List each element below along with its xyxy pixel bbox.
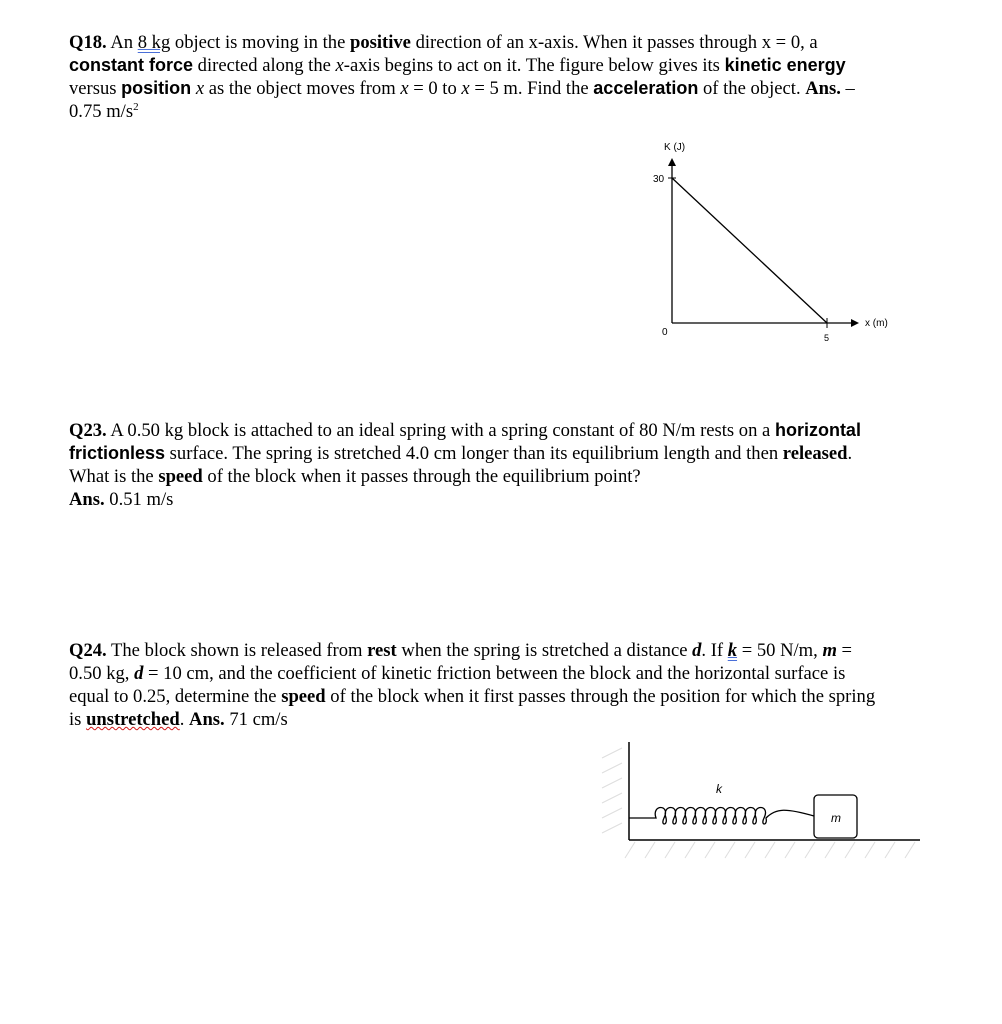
y-tick-label: 30 [653, 174, 665, 185]
q23-answer-label: Ans. [69, 489, 105, 510]
floor-hatching [625, 842, 915, 858]
q23-number: Q23. [69, 420, 107, 441]
y-axis-label: K (J) [664, 142, 686, 153]
origin-label: 0 [662, 327, 668, 338]
q24-answer-value: 71 cm/s [224, 709, 288, 730]
q18-mass: 8 kg [137, 32, 171, 53]
q23-answer-value: 0.51 m/s [104, 489, 174, 510]
q18-number: Q18. [69, 32, 107, 53]
q24-number: Q24. [69, 640, 107, 661]
question-24: Q24. The block shown is released from rest when the spring is stretched a distance d. If k = 50 N/m, m = 0.50 kg, d = 10 cm, and the coefficient of kinetic friction between the block and the horizontal surface is equal to 0.25, determine the speed of the block when it first passes through the position for which the spring is unstretched. Ans. 71 cm/s [69, 640, 876, 730]
wall-hatching [602, 748, 622, 833]
x-tick-label: 5 [824, 333, 830, 343]
x-axis-label: x (m) [865, 318, 888, 329]
spring-coil [629, 808, 814, 825]
question-23: Q23. A 0.50 kg block is attached to an ideal spring with a spring constant of 80 N/m rests on a horizontal frictionless surface. The spring is stretched 4.0 cm longer than its equilibrium length and then released. What is the speed of the block when it passes through the equilibrium point? Ans. 0.51 m/s [69, 420, 861, 510]
spring-label: k [716, 782, 722, 796]
q24-answer-label: Ans. [189, 709, 225, 730]
q18-answer-value: – 0.75 m/s [69, 78, 855, 122]
block-label: m [831, 811, 841, 825]
q18-answer-label: Ans. [805, 78, 841, 99]
question-18: Q18. An 8 kg object is moving in the positive direction of an x-axis. When it passes through x = 0, a constant force directed along the x-axis begins to act on it. The figure below gives its kinetic energy versus position x as the object moves from x = 0 to x = 5 m. Find the acceleration of the object. Ans. – 0.75 $m/s^2$ [69, 32, 855, 122]
kinetic-energy-graph [630, 135, 900, 350]
spring-block-diagram [600, 738, 925, 863]
data-line [672, 178, 827, 323]
